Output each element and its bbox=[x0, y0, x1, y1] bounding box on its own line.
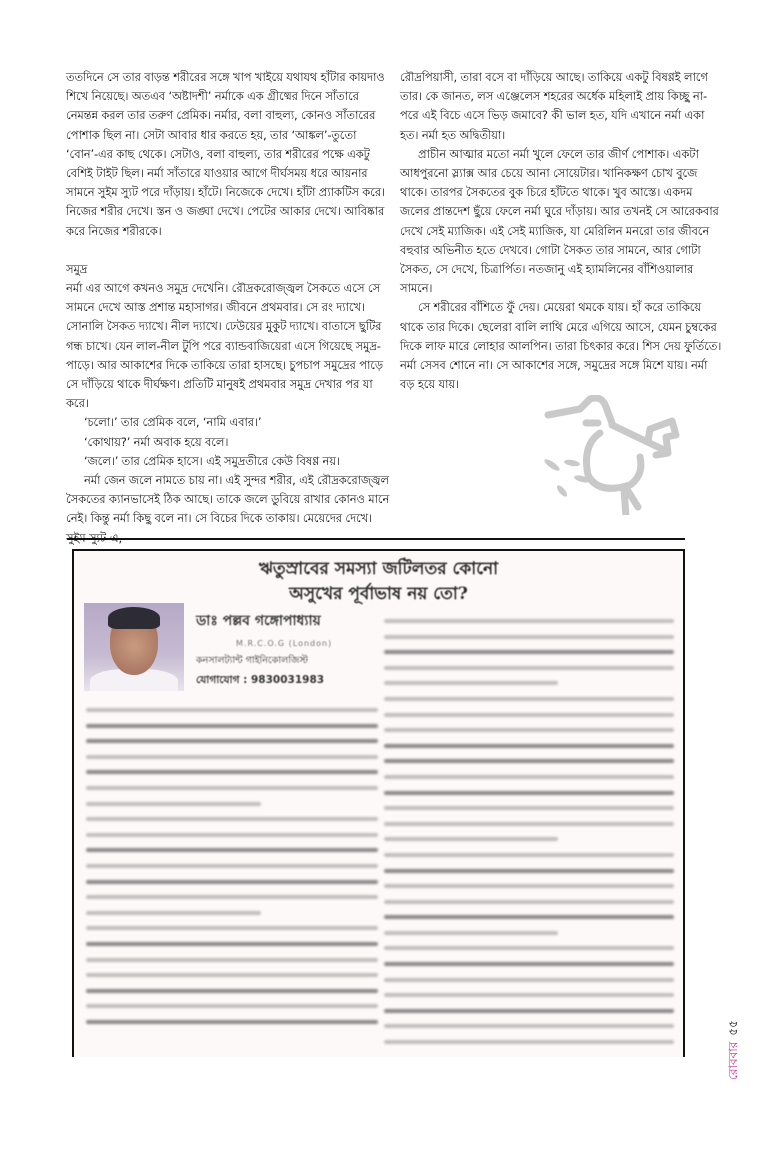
ad-body-text-line bbox=[384, 759, 674, 763]
ad-body-text-line bbox=[384, 962, 674, 966]
phone-separator: : bbox=[243, 674, 251, 686]
phone-number: 9830031983 bbox=[251, 674, 325, 686]
page-folio bbox=[725, 1020, 745, 1080]
ad-body-text-line bbox=[384, 915, 674, 919]
ad-body-text-line bbox=[86, 942, 378, 946]
dialogue-line: ‘কোথায়?’ নর্মা অবাক হয়ে বলে। bbox=[84, 434, 229, 449]
ad-body-text-line bbox=[384, 619, 674, 623]
ad-body-text-line bbox=[384, 728, 674, 732]
ad-body-text-line bbox=[86, 755, 378, 759]
ad-body-text-line bbox=[86, 786, 378, 790]
ad-body-text-line bbox=[384, 744, 674, 748]
ad-body-text-line bbox=[86, 911, 261, 915]
ad-body-text-line bbox=[384, 713, 674, 717]
article-column-left bbox=[66, 68, 391, 548]
ad-body-text-line bbox=[384, 635, 674, 639]
ad-body-text-line bbox=[86, 708, 378, 712]
ad-body-text-line bbox=[86, 958, 378, 962]
ad-body-text-line bbox=[86, 739, 378, 743]
ad-body-text-line bbox=[384, 946, 674, 950]
ad-body-text-line bbox=[384, 775, 674, 779]
ad-body-text-line bbox=[86, 1004, 378, 1008]
ad-headline-line: অসুখের পূর্বাভাষ নয় তো? bbox=[289, 584, 468, 604]
ad-body-text-line bbox=[86, 989, 378, 993]
article-paragraph: সে শরীরের বাঁশিতে ফুঁ দেয়। মেয়েরা থমকে যায়। হাঁ করে তাকিয়ে থাকে তার দিকে। ছেলেরা বালি লাথি মেরে এগিয়ে আসে, যেমন চুম্বকের দিকে লাফ মারে লোহার আলপিন। তারা চিৎকার করে। শিস দেয় ফুর্তিতে। নর্মা সেসব শোনে না। সে আকাশের সঙ্গে, সমুদ্রের সঙ্গে মিশে যায়। নর্মা বড় হয়ে যায়। bbox=[400, 300, 722, 392]
ad-body-text-line bbox=[86, 724, 378, 728]
ad-body-text-line bbox=[384, 1024, 674, 1028]
ad-headline bbox=[74, 557, 683, 607]
ad-body-text-line bbox=[384, 791, 674, 795]
dialogue-line: ‘চলো।’ তার প্রেমিক বলে, ‘নামি এবার।’ bbox=[84, 415, 262, 430]
advertisement-box bbox=[72, 549, 685, 1057]
article-paragraph: নর্মা এর আগে কখনও সমুদ্র দেখেনি। রৌদ্রকরোজ্জ্বল সৈকতে এসে সে সামনে দেখে আস্ত প্রশান্ত মহাসাগর। জীবনে প্রথমবার। সে রং দ্যাখে। সোনালি সৈকত দ্যাখে। নীল দ্যাখে। ঢেউয়ের মুকুট দ্যাখে। বাতাসে ছুটির গন্ধ চাখে। যেন লাল-নীল টুপি পরে ব্যান্ডবাজিয়েরা এসে গিয়েছে সমুদ্র-পাড়ে। আর আকাশের দিকে তাকিয়ে তারা হাসছে। চুপচাপ সমুদ্রের পাড়ে সে দাঁড়িয়ে থাকে দীর্ঘক্ষণ। প্রতিটি মানুষই প্রথমবার সমুদ্র দেখার পর যা করে। bbox=[66, 281, 383, 411]
ad-body-text-line bbox=[384, 931, 558, 935]
article-paragraph: নর্মা জেন জলে নামতে চায় না। এই সুন্দর শরীর, এই রৌদ্রকরোজ্জ্বল সৈকতের ক্যানভাসেই ঠিক আছে। তাকে জলে ডুবিয়ে রাখার কোনও মানে নেই। কিন্তু নর্মা কিছু বলে না। সে বিচের দিকে তাকায়। মেয়েদের দেখে। bbox=[66, 473, 390, 526]
ad-body-text-line bbox=[384, 681, 558, 685]
ad-body-text-line bbox=[384, 884, 674, 888]
ad-body-text-line bbox=[384, 1040, 674, 1044]
ad-body-text-line bbox=[86, 1020, 378, 1024]
section-divider bbox=[67, 538, 685, 540]
ad-body-text-line bbox=[86, 833, 378, 837]
doctor-phone bbox=[196, 673, 386, 690]
ad-body-text-line bbox=[384, 853, 674, 857]
section-heading: সমুদ্র bbox=[66, 261, 88, 276]
doctor-degree: M.R.C.O.G (London) bbox=[236, 639, 333, 648]
ad-body-text-line bbox=[384, 822, 674, 826]
ad-body-text-line bbox=[86, 880, 378, 884]
ad-body-text-line bbox=[86, 926, 378, 930]
ad-body-text-line bbox=[86, 895, 378, 899]
ad-body-text-line bbox=[384, 869, 674, 873]
ad-body-column-left bbox=[86, 708, 378, 1035]
ad-body-text-line bbox=[86, 973, 378, 977]
ad-body-text-line bbox=[86, 802, 261, 806]
ad-body-text-line bbox=[384, 666, 674, 670]
ad-body-text-line bbox=[384, 1009, 674, 1013]
ad-body-column-right bbox=[384, 619, 674, 1056]
article-paragraph: রৌদ্রপিয়াসী, তারা বসে বা দাঁড়িয়ে আছে। তাকিয়ে একটু বিষণ্ণই লাগে তার। কে জানত, লস এঞ্জেলেস শহরের অর্ধেক মহিলাই প্রায় কিচ্ছু না-পরে এই বিচে এসে ভিড় জমাবে? কী ভাল হত, যদি এখানে নর্মা একা হত। নর্মা হত অদ্বিতীয়া। bbox=[400, 70, 708, 142]
dialogue-line: ‘জলে।’ তার প্রেমিক হাসে। এই সমুদ্রতীরে কেউ বিষণ্ণ নয়। bbox=[84, 453, 340, 468]
article-column-right bbox=[400, 68, 725, 394]
ad-body-text-line bbox=[86, 864, 378, 868]
article-paragraph: প্রাচীন আত্মার মতো নর্মা খুলে ফেলে তার জীর্ণ পোশাক। একটা আধপুরনো স্ল্যাক্স আর চেয়ে আনা সোয়েটার। খানিকক্ষণ চোখ বুজে থাকে। তারপর সৈকতের বুক চিরে হাঁটতে থাকে। খুব আস্তে। একদম জলের প্রান্তদেশ ছুঁয়ে ফেলে নর্মা ঘুরে দাঁড়ায়। আর তখনই সে আরেকবার দেখে সেই ম্যাজিক। এই সেই ম্যাজিক, যা মেরিলিন মনরো তার জীবনে বহুবার অভিনীত হতে দেখবে। গোটা সৈকত তার সামনে, আর গোটা সৈকত, সে দেখে, চিত্রার্পিত। নতজানু এই হ্যামলিনের বাঁশিওয়ালার সামনে। bbox=[400, 146, 719, 296]
ad-body-text-line bbox=[384, 697, 674, 701]
ad-body-text-line bbox=[384, 806, 674, 810]
magazine-name: রোববার bbox=[726, 1041, 740, 1080]
ad-body-text-line bbox=[86, 848, 378, 852]
ad-body-text-line bbox=[384, 837, 558, 841]
ad-body-text-line bbox=[86, 817, 378, 821]
page-number: ৫৫ bbox=[726, 1020, 740, 1036]
doctor-info bbox=[196, 609, 386, 690]
doctor-institution: কনসালট্যান্ট গাইনিকোলজিস্ট bbox=[196, 655, 309, 666]
ad-body-text-line bbox=[384, 993, 674, 997]
article-paragraph: ততদিনে সে তার বাড়ন্ত শরীরের সঙ্গে খাপ খাইয়ে যথাযথ হাঁটার কায়দাও শিখে নিয়েছে। অতএব ‘অষ্টাদশী’ নর্মাকে এক গ্রীষ্মের দিনে সাঁতারে নেমন্তন্ন করল তার তরুণ প্রেমিক। নর্মার, বলা বাহুল্য, কোনও সাঁতারের পোশাক ছিল না। সেটা আবার ধার করতে হয়, তার ‘আঙ্কল’-তুতো ‘বোন’-এর কাছ থেকে। সেটাও, বলা বাহুল্য, তার শরীরের পক্ষে একটু বেশিই টাইট ছিল। নর্মা সাঁতারে যাওয়ার আগে দীর্ঘসময় ধরে আয়নার সামনে সুইম স্যুট পরে দাঁড়ায়। হাঁটে। নিজেকে দেখে। হাঁটা প্র্যাকটিস করে। নিজের শরীর দেখে। স্তন ও জঙ্ঘা দেখে। পেটের আকার দেখে। আবিষ্কার করে নিজের শরীরকে। bbox=[66, 70, 385, 238]
ad-body-text-line bbox=[384, 650, 674, 654]
doctor-name: ডাঃ পল্লব গঙ্গোপাধ্যায় bbox=[196, 613, 321, 629]
ad-body-text-line bbox=[384, 900, 674, 904]
ad-body-text-line bbox=[86, 770, 378, 774]
ad-headline-line: ঋতুস্রাবের সমস্যা জটিলতর কোনো bbox=[258, 559, 499, 579]
doctor-photo bbox=[84, 603, 184, 691]
phone-label: যোগাযোগ bbox=[196, 674, 240, 686]
ad-body-text-line bbox=[384, 978, 674, 982]
bird-sketch-icon bbox=[540, 395, 710, 515]
